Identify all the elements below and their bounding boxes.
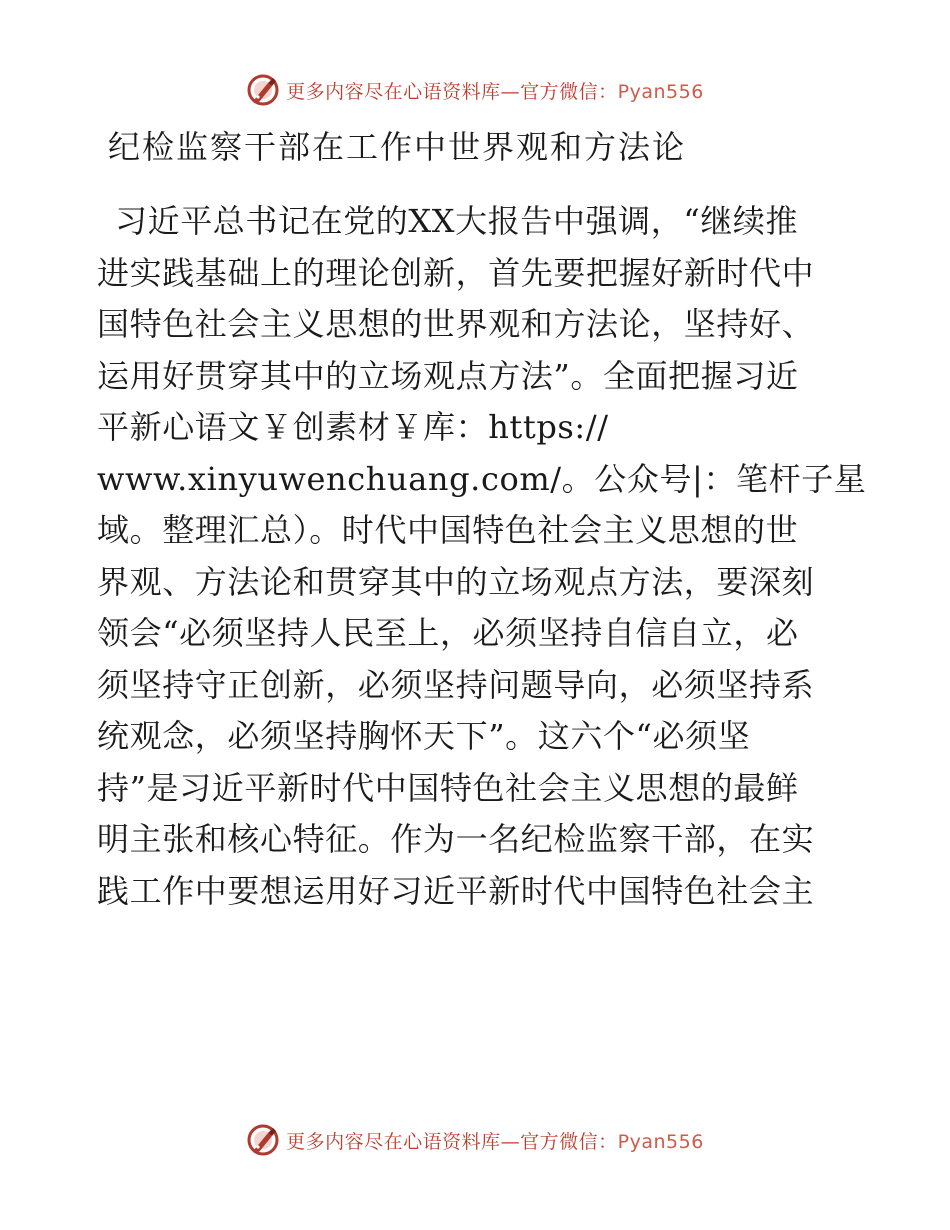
document-body <box>97 196 867 917</box>
header-watermark-banner <box>0 68 950 112</box>
watermark-label: 更多内容尽在心语资料库—官方微信： <box>286 80 618 103</box>
body-line: 国特色社会主义思想的世界观和方法论，坚持好、 <box>97 305 815 343</box>
body-line: 运用好贯穿其中的立场观点方法”。全面把握习近 <box>97 356 799 395</box>
footer-watermark-banner <box>0 1118 950 1162</box>
body-line: 习近平总书记在党的XX大报告中强调，“继续推 <box>115 202 799 240</box>
body-line: 域。整理汇总）。时代中国特色社会主义思想的世 <box>97 511 799 549</box>
body-line: 践工作中要想运用好习近平新时代中国特色社会主 <box>97 871 815 910</box>
watermark-text <box>286 77 704 104</box>
pen-nib-icon <box>246 73 280 107</box>
wechat-id: Pyan556 <box>617 80 704 103</box>
body-line: 领会“必须坚持人民至上，必须坚持自信自立，必 <box>97 614 799 652</box>
body-line: 统观念，必须坚持胸怀天下”。这六个“必须坚 <box>97 717 751 755</box>
body-line: 界观、方法论和贯穿其中的立场观点方法，要深刻 <box>97 562 815 601</box>
body-line: 明主张和核心特征。作为一名纪检监察干部，在实 <box>97 820 815 858</box>
watermark-label: 更多内容尽在心语资料库—官方微信： <box>286 1130 618 1153</box>
document-title: 纪检监察干部在工作中世界观和方法论 <box>108 128 687 166</box>
watermark-text <box>286 1127 704 1154</box>
wechat-id: Pyan556 <box>617 1130 704 1153</box>
pen-nib-icon <box>246 1123 280 1157</box>
body-line: 持”是习近平新时代中国特色社会主义思想的最鲜 <box>97 768 799 807</box>
body-line: 进实践基础上的理论创新，首先要把握好新时代中 <box>97 253 815 292</box>
body-line: 平新心语文￥创素材￥库：https:// <box>97 408 609 446</box>
body-line-url: www.xinyuwenchuang.com/。公众号|：笔杆子星 <box>97 459 867 498</box>
body-line: 须坚持守正创新，必须坚持问题导向，必须坚持系 <box>97 665 815 704</box>
